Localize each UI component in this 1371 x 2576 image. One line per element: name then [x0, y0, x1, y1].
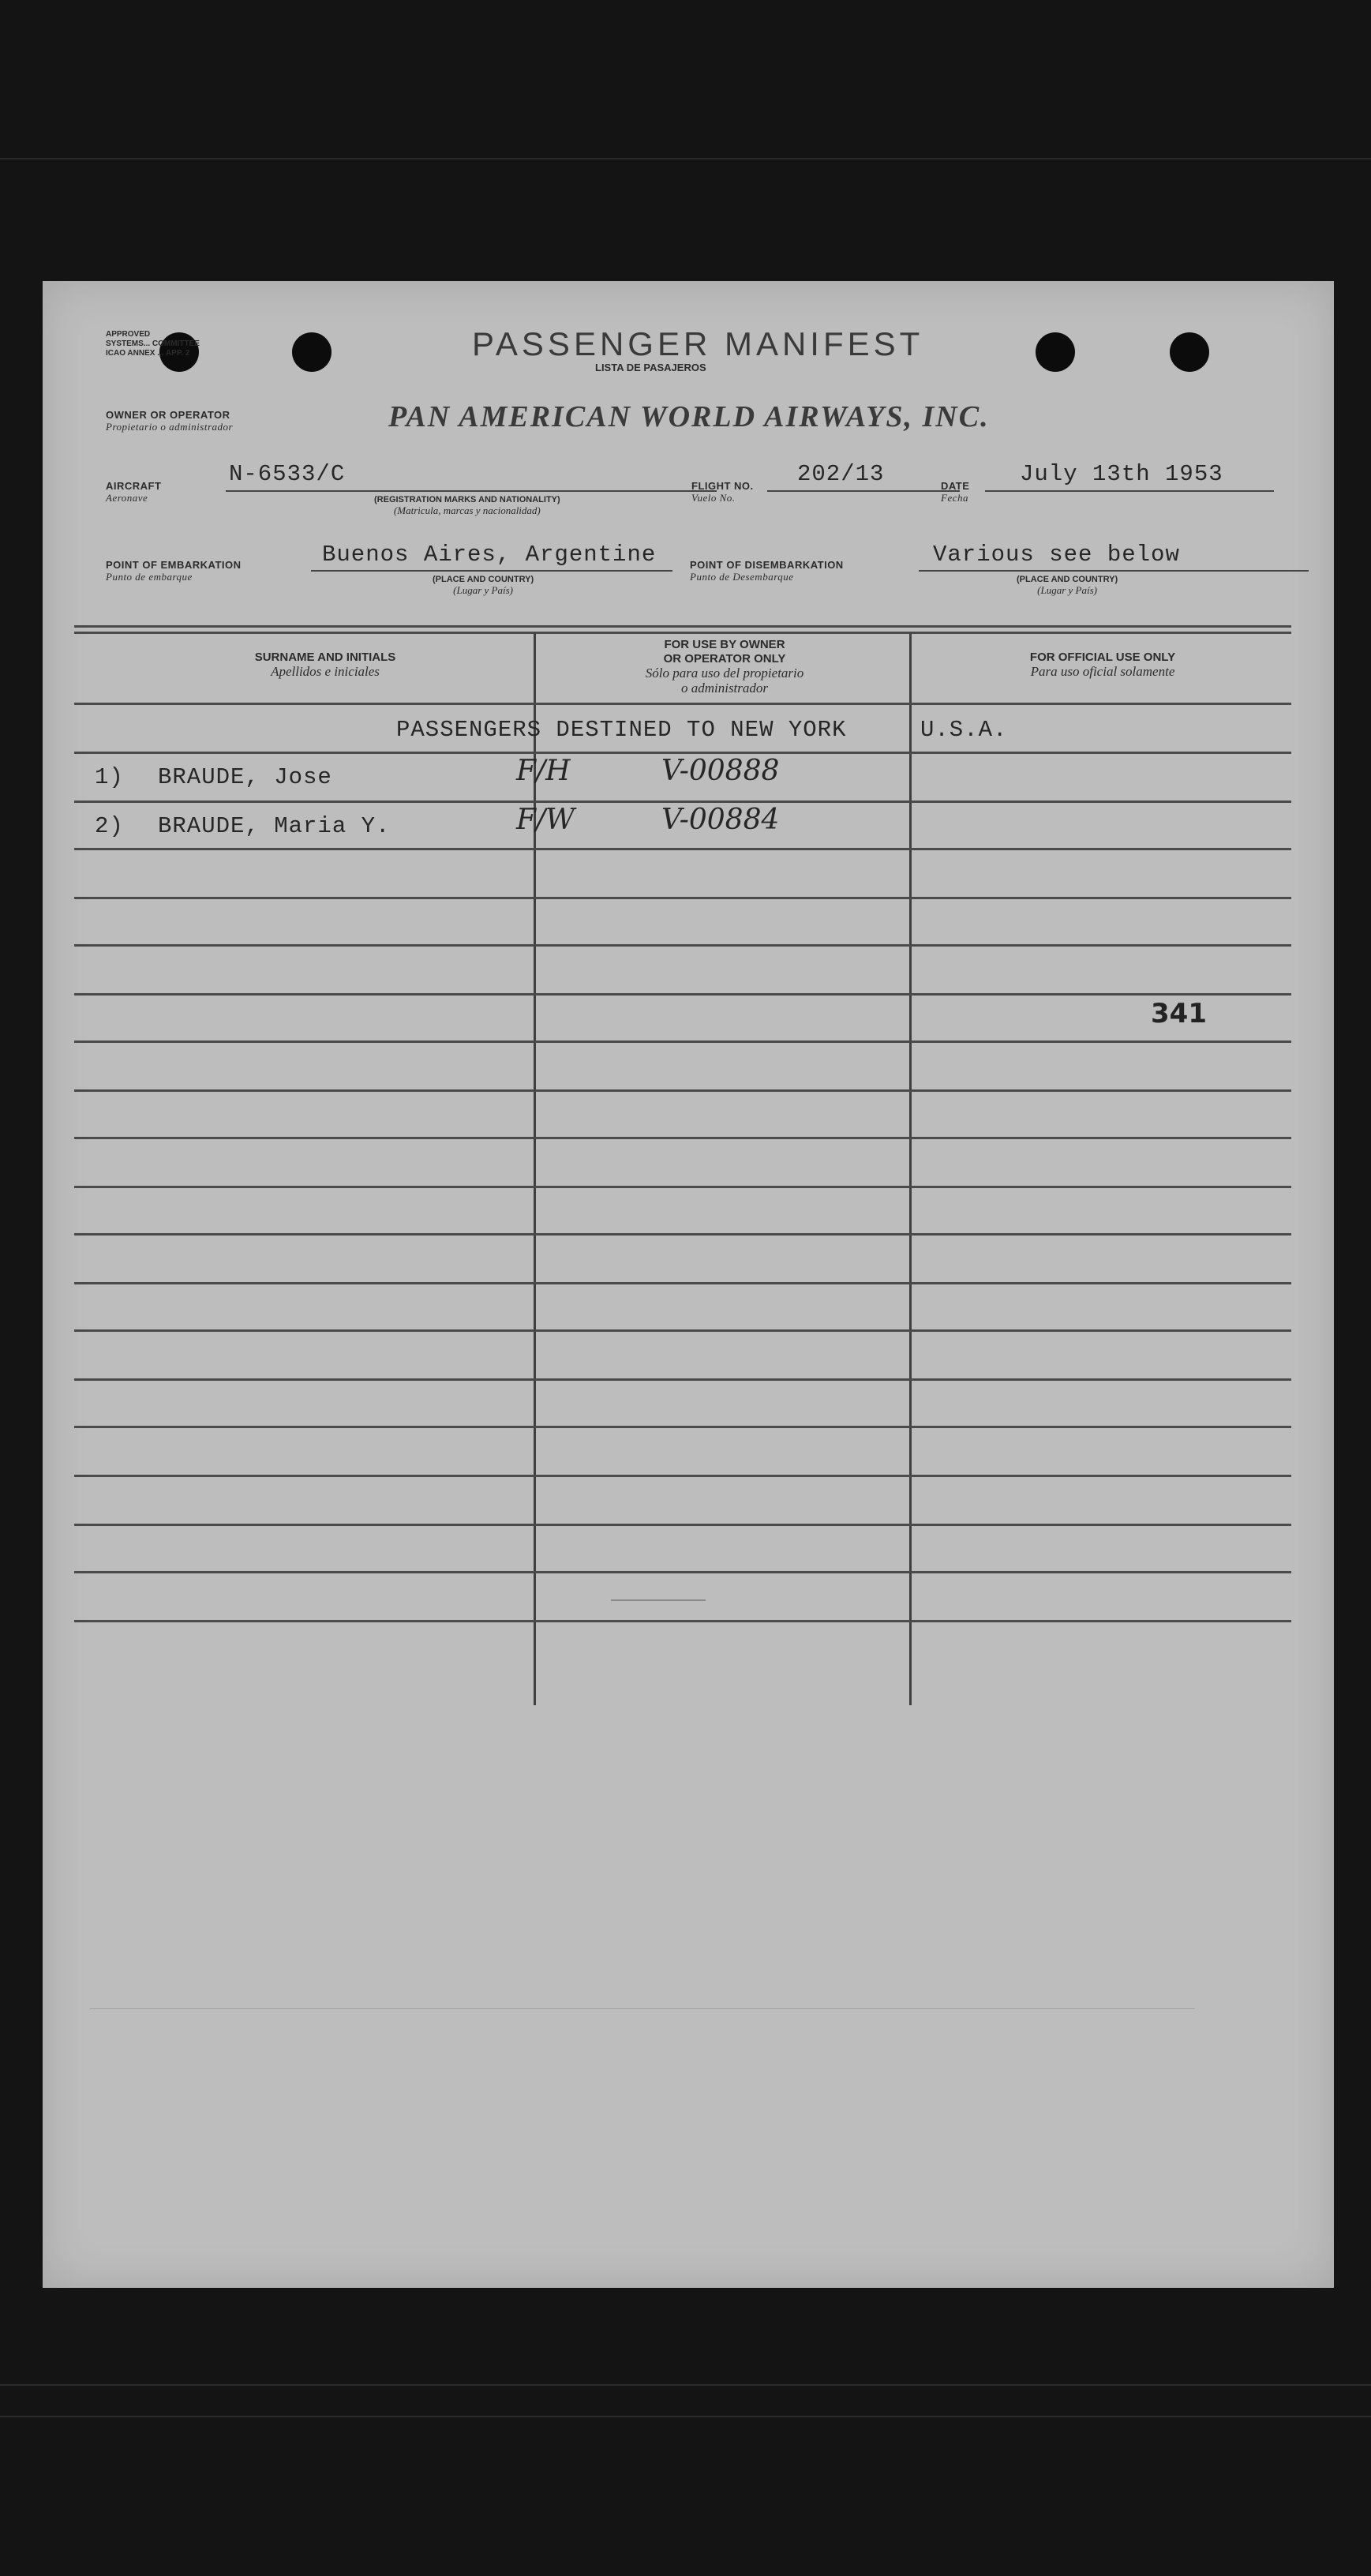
embark-note: [433, 575, 534, 597]
passenger-handwritten-mark: F/W: [516, 804, 575, 836]
disembark-label-es: Punto de Desembarque: [690, 571, 794, 583]
column-header-label-es: o administrador: [680, 681, 769, 696]
disembark-label: [690, 559, 844, 583]
owner-label-es: Propietario o administrador: [106, 421, 234, 433]
row-rule: [74, 1233, 1291, 1236]
row-rule: [74, 1137, 1291, 1139]
passenger-number: 2): [95, 813, 124, 839]
column-header-label-es: Apellidos e iniciales: [271, 664, 380, 679]
aircraft-note: [374, 495, 560, 517]
embark-value: Buenos Aires, Argentine: [322, 542, 657, 568]
page-stamp-number: 341: [1151, 998, 1207, 1029]
owner-label: [106, 409, 233, 433]
column-header-surname: [74, 651, 576, 680]
embark-label: [106, 559, 242, 583]
row-rule: [74, 1041, 1291, 1043]
approval-block: [106, 330, 200, 358]
flight-label: [691, 480, 754, 504]
approval-line: ICAO ANNEX ... APP. 2: [106, 349, 190, 358]
column-header-label-es: Sólo para uso del propietario: [645, 666, 804, 681]
aircraft-note-es: (Matricula, marcas y nacionalidad): [393, 504, 541, 516]
row-rule: [74, 944, 1291, 947]
destination-note: PASSENGERS DESTINED TO NEW YORK: [396, 717, 847, 743]
column-header-label: OR OPERATOR ONLY: [663, 652, 786, 666]
approval-line: SYSTEMS... COMMITTEE: [106, 339, 200, 348]
disembark-note: [1017, 575, 1118, 597]
page-title: PASSENGER MANIFEST: [472, 325, 924, 362]
embark-note-en: (PLACE AND COUNTRY): [433, 575, 534, 584]
column-header-label: FOR OFFICIAL USE ONLY: [1029, 651, 1176, 664]
passenger-handwritten-mark: F/H: [516, 755, 571, 787]
faint-mark: [90, 2008, 1195, 2009]
date-value: July 13th 1953: [1020, 461, 1223, 487]
column-header-label-es: Para uso oficial solamente: [1030, 664, 1175, 679]
row-rule: [74, 1282, 1291, 1284]
owner-label-en: OWNER OR OPERATOR: [106, 409, 230, 421]
row-rule: [74, 801, 1291, 803]
row-rule: [74, 1378, 1291, 1381]
passenger-handwritten-code: V-00888: [661, 755, 780, 787]
approval-line: APPROVED: [106, 330, 151, 339]
date-label-es: Fecha: [941, 492, 968, 504]
aircraft-label-en: AIRCRAFT: [106, 480, 162, 492]
flight-label-en: FLIGHT NO.: [691, 480, 754, 492]
aircraft-note-en: (REGISTRATION MARKS AND NATIONALITY): [374, 495, 560, 504]
row-rule: [74, 1524, 1291, 1526]
flight-value: 202/13: [797, 461, 885, 487]
disembark-value: Various see below: [933, 542, 1180, 568]
disembark-label-en: POINT OF DISEMBARKATION: [690, 559, 844, 571]
table-top-rule: [74, 625, 1291, 628]
row-rule: [74, 1571, 1291, 1573]
passenger-number: 1): [95, 764, 124, 790]
passenger-handwritten-code: V-00884: [661, 804, 780, 836]
column-header-owner: [535, 638, 914, 696]
row-rule: [74, 897, 1291, 899]
manifest-sheet: [43, 281, 1334, 2288]
date-label: [941, 480, 969, 504]
destination-country: U.S.A.: [920, 717, 1008, 743]
row-rule: [74, 993, 1291, 996]
passenger-name: BRAUDE, Maria Y.: [158, 813, 391, 839]
row-rule: [74, 703, 1291, 705]
column-header-label: FOR USE BY OWNER: [664, 638, 785, 651]
date-underline: [985, 490, 1274, 492]
disembark-note-es: (Lugar y País): [1037, 584, 1097, 596]
embark-note-es: (Lugar y País): [453, 584, 513, 596]
row-rule: [74, 752, 1291, 754]
date-label-en: DATE: [941, 480, 970, 492]
row-rule: [74, 1475, 1291, 1477]
aircraft-label: [106, 480, 161, 504]
punch-hole: [1170, 332, 1209, 372]
column-divider: [534, 633, 536, 1705]
aircraft-underline: [226, 490, 717, 492]
aircraft-value: N-6533/C: [229, 461, 346, 487]
row-rule: [74, 1186, 1291, 1188]
disembark-note-en: (PLACE AND COUNTRY): [1017, 575, 1118, 584]
faint-mark: [611, 1599, 706, 1601]
punch-hole: [1036, 332, 1075, 372]
passenger-name: BRAUDE, Jose: [158, 764, 332, 790]
column-divider: [909, 633, 912, 1705]
row-rule: [74, 1329, 1291, 1332]
embark-label-es: Punto de embarque: [106, 571, 193, 583]
company-name: PAN AMERICAN WORLD AIRWAYS, INC.: [388, 400, 990, 433]
row-rule: [74, 848, 1291, 850]
embark-underline: [311, 570, 672, 572]
row-rule: [74, 1089, 1291, 1092]
row-rule: [74, 1620, 1291, 1622]
embark-label-en: POINT OF EMBARKATION: [106, 559, 242, 571]
page-subtitle: LISTA DE PASAJEROS: [595, 362, 706, 373]
row-rule: [74, 1426, 1291, 1428]
disembark-underline: [919, 570, 1309, 572]
column-header-official: [914, 651, 1291, 680]
column-header-label: SURNAME AND INITIALS: [254, 651, 396, 664]
table-top-rule: [74, 632, 1291, 634]
punch-hole: [292, 332, 332, 372]
aircraft-label-es: Aeronave: [106, 492, 148, 504]
flight-label-es: Vuelo No.: [691, 492, 736, 504]
flight-underline: [767, 490, 960, 492]
